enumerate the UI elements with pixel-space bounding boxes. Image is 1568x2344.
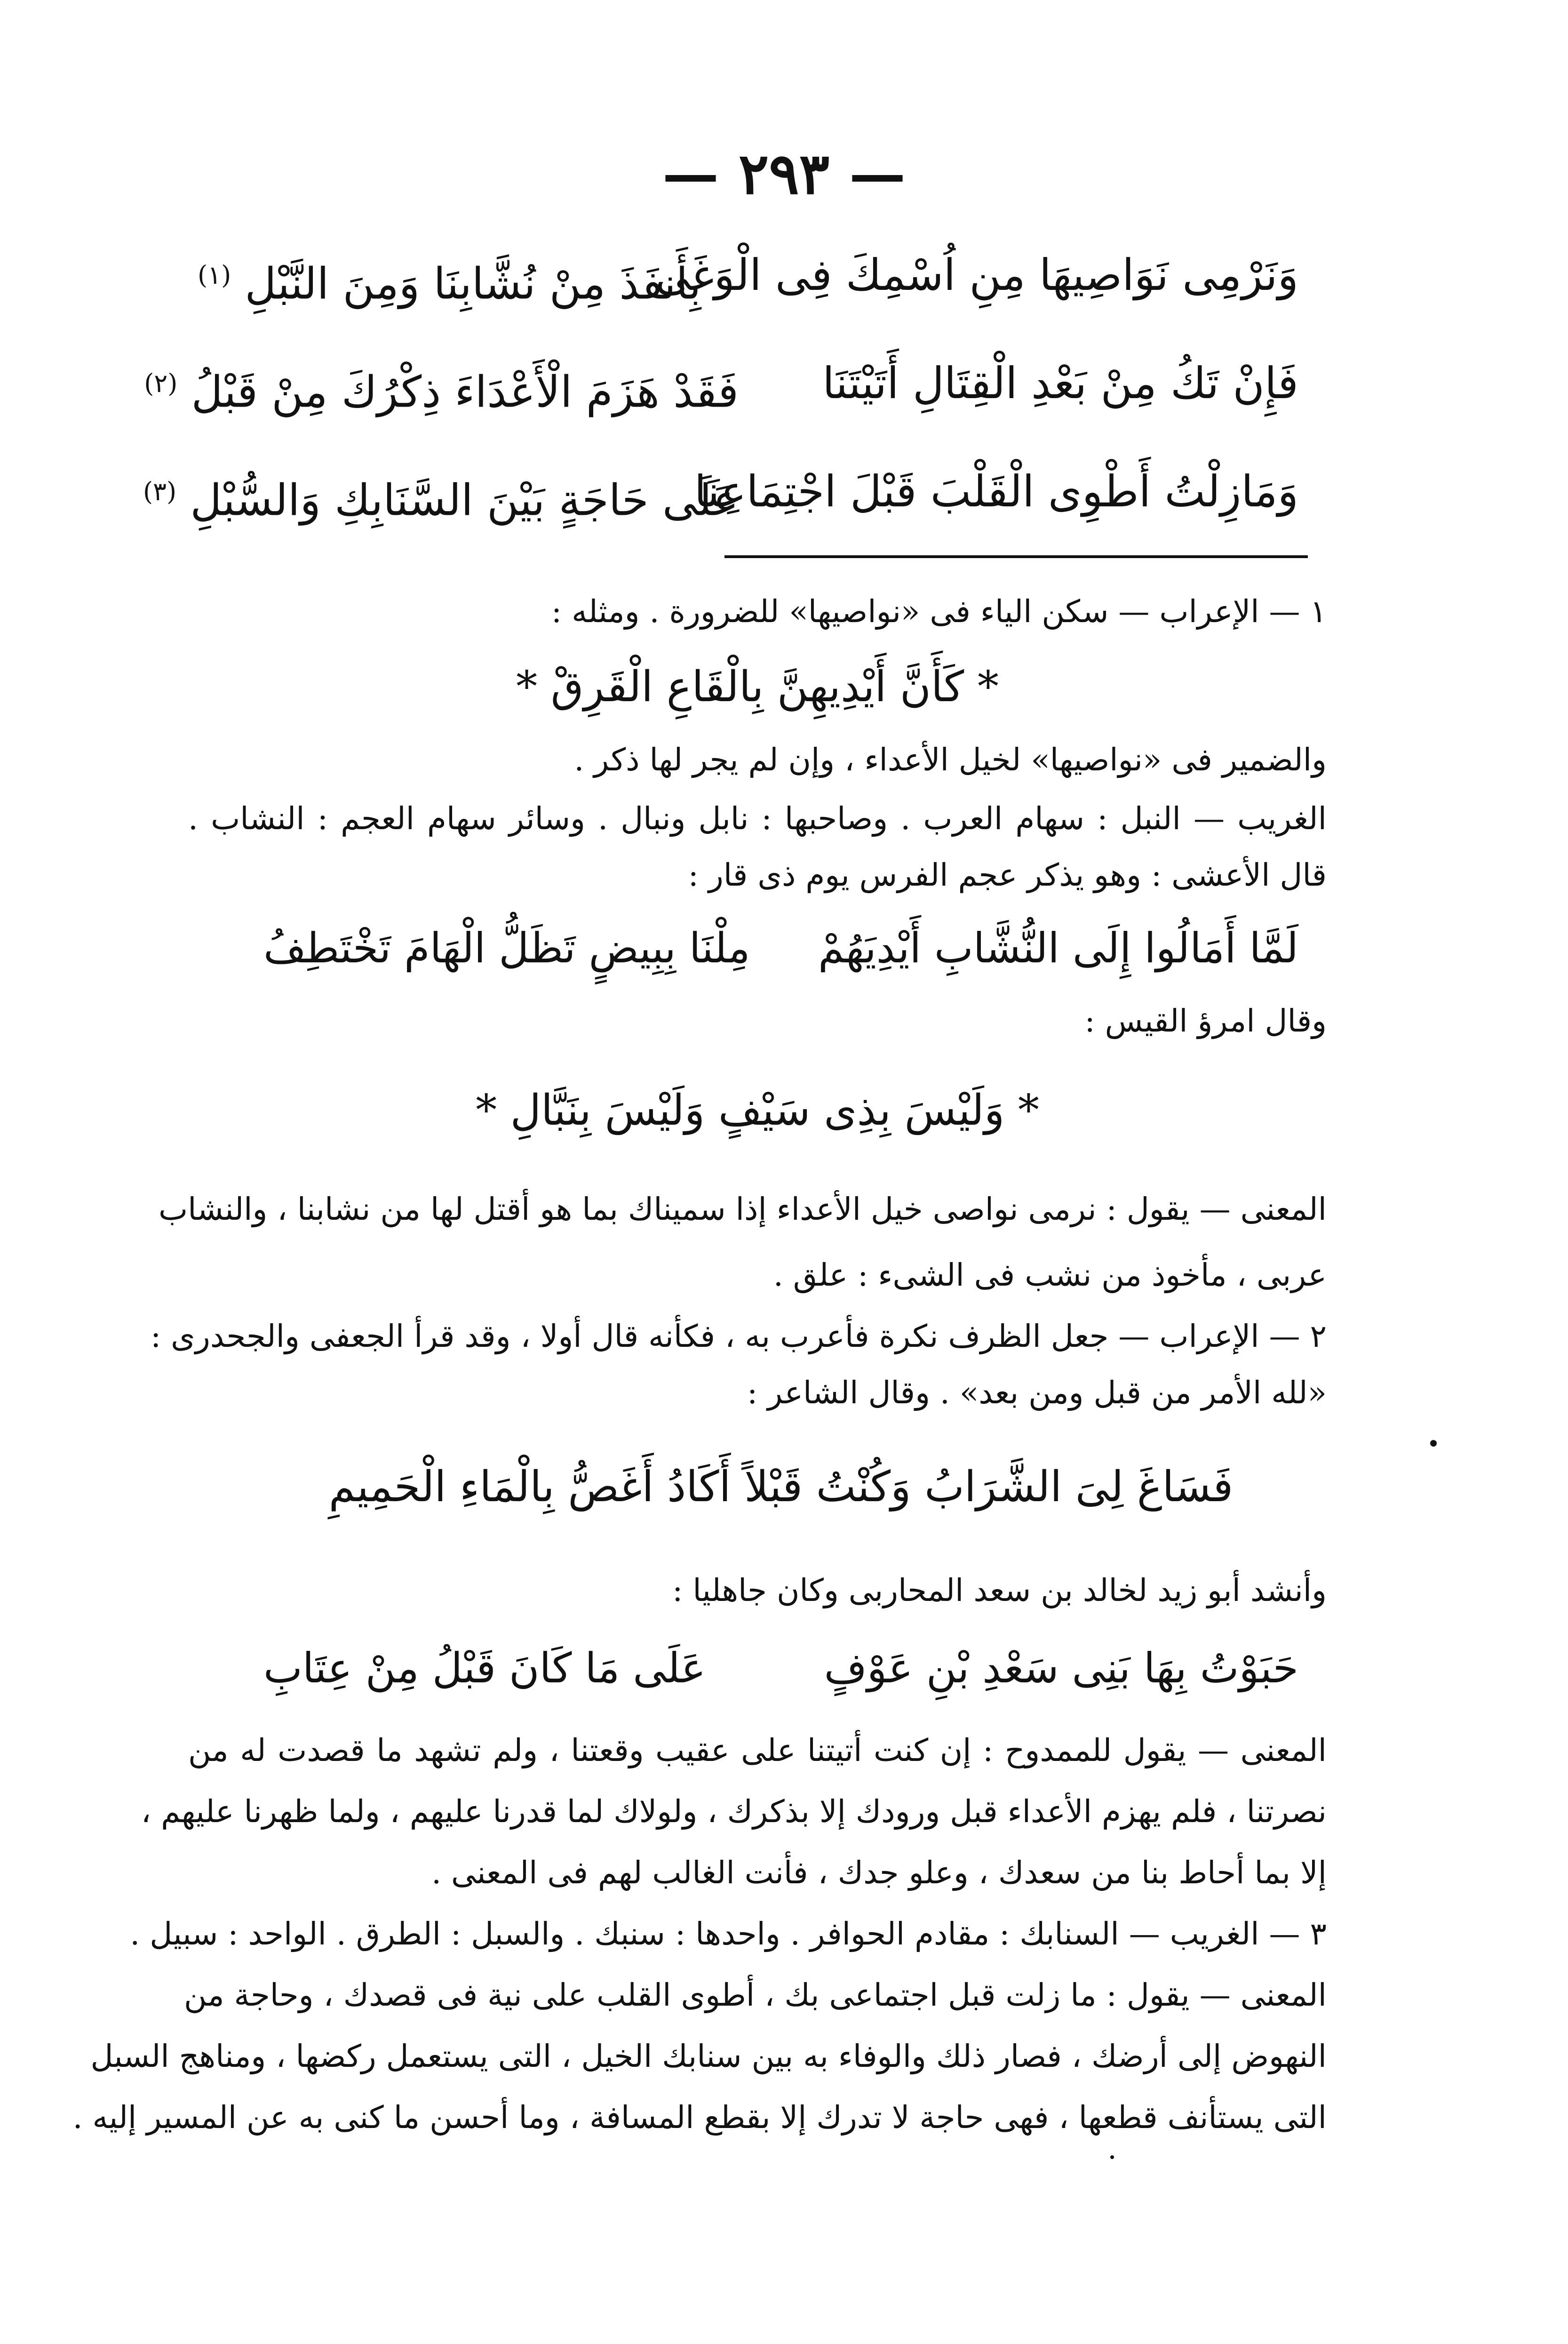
verse-first-hemistich: لَمَّا أَمَالُوا إِلَى النُّشَّابِ أَيْدِيَهُمْ bbox=[818, 924, 1298, 972]
note-1-meaning-cont: عربى ، مأخوذ من نشب فى الشىء : علق . bbox=[773, 1257, 1327, 1293]
note-2-meaning: المعنى — يقول للممدوح : إن كنت أتيتنا على عقيب وقعتنا ، ولم تشهد ما قصدت له من bbox=[188, 1732, 1327, 1768]
verse-first-hemistich: فَإِنْ تَكُ مِنْ بَعْدِ الْقِتَالِ أَتَيْتَنَا bbox=[822, 358, 1298, 408]
note-1-meaning: المعنى — يقول : نرمى نواصى خيل الأعداء إذا سميناك بما هو أقتل لها من نشابنا ، والنشاب bbox=[159, 1191, 1327, 1227]
note-1-quoted-verse: * كَأَنَّ أَيْدِيهِنَّ بِالْقَاعِ الْقَرِقْ * bbox=[516, 662, 999, 712]
verse-first-hemistich: حَبَوْتُ بِهَا بَنِى سَعْدِ بْنِ عَوْفٍ bbox=[824, 1644, 1298, 1692]
footnote-separator bbox=[724, 555, 1308, 558]
ink-speck bbox=[1430, 1440, 1437, 1447]
ink-speck bbox=[1110, 2155, 1114, 2159]
note-1-imru-verse: * وَلَيْسَ بِذِى سَيْفٍ وَلَيْسَ بِنَبَّالِ * bbox=[476, 1086, 1039, 1135]
verse-second-hemistich bbox=[198, 235, 739, 315]
note-1-vocabulary: الغريب — النبل : سهام العرب . وصاحبها : نابل ونبال . وسائر سهام العجم : النشاب . bbox=[188, 800, 1327, 837]
note-1-asha-intro: قال الأعشى : وهو يذكر عجم الفرس يوم ذى قار : bbox=[688, 857, 1327, 893]
note-3-meaning-cont: النهوض إلى أرضك ، فصار ذلك والوفاء به بين سنابك الخيل ، التى يستعمل ركضها ، ومناهج السبل bbox=[90, 2038, 1327, 2074]
verse-second-hemistich bbox=[143, 452, 739, 532]
note-2-abu-zaid-intro: وأنشد أبو زيد لخالد بن سعد المحاربى وكان جاهليا : bbox=[672, 1572, 1327, 1608]
footnote-marker: (١) bbox=[198, 260, 231, 290]
note-2-meaning-cont: نصرتنا ، فلم يهزم الأعداء قبل ورودك إلا بذكرك ، ولولاك لما قدرنا عليهم ، ولما ظهرنا عليهم ، bbox=[141, 1793, 1327, 1830]
note-1-grammar: ١ — الإعراب — سكن الياء فى «نواصيها» للضرورة . ومثله : bbox=[551, 593, 1327, 630]
verse-second-text: بِأَنفَذَ مِنْ نُشَّابِنَا وَمِنَ النَّبْلِ bbox=[245, 258, 701, 309]
note-2-quran-quote: «لله الأمر من قبل ومن بعد» . وقال الشاعر : bbox=[747, 1375, 1327, 1411]
page-number: — ٢٩٣ — bbox=[662, 141, 906, 207]
poem-verse bbox=[143, 452, 1298, 532]
verse-first-hemistich: وَنَرْمِى نَوَاصِيهَا مِنِ اُسْمِكَ فِى الْوَغَى bbox=[655, 250, 1298, 300]
note-1-pronoun: والضمير فى «نواصيها» لخيل الأعداء ، وإن لم يجر لها ذكر . bbox=[574, 742, 1327, 778]
verse-second-hemistich: عَلَى مَا كَانَ قَبْلُ مِنْ عِتَابِ bbox=[263, 1644, 706, 1692]
note-2-meaning-end: إلا بما أحاط بنا من سعدك ، وعلو جدك ، فأنت الغالب لهم فى المعنى . bbox=[431, 1855, 1327, 1891]
verse-second-text: عَلَى حَاجَةٍ بَيْنَ السَّنَابِكِ وَالسُّبْلِ bbox=[190, 475, 739, 526]
verse-second-hemistich: مِلْنَا بِبِيضٍ تَظَلُّ الْهَامَ تَخْتَطِفُ bbox=[263, 924, 750, 972]
footnote-marker: (٣) bbox=[143, 477, 177, 506]
note-3-meaning: المعنى — يقول : ما زلت قبل اجتماعى بك ، أطوى القلب على نية فى قصدك ، وحاجة من bbox=[183, 1977, 1327, 2013]
note-3-vocabulary: ٣ — الغريب — السنابك : مقادم الحوافر . واحدها : سنبك . والسبل : الطرق . الواحد : سبيل . bbox=[130, 1916, 1327, 1952]
poem-verse bbox=[198, 235, 1298, 315]
note-1-asha-verse bbox=[263, 913, 1298, 984]
verse-second-text: فَقَدْ هَزَمَ الْأَعْدَاءَ ذِكْرُكَ مِنْ قَبْلُ bbox=[191, 367, 739, 417]
note-3-meaning-end: التى يستأنف قطعها ، فهى حاجة لا تدرك إلا بقطع المسافة ، وما أحسن ما كنى به عن المسير إليه . bbox=[72, 2099, 1327, 2136]
note-1-imru-intro: وقال امرؤ القيس : bbox=[1084, 1003, 1327, 1039]
verse-second-hemistich bbox=[144, 344, 739, 424]
verse-first-hemistich: وَمَازِلْتُ أَطْوِى الْقَلْبَ قَبْلَ اجْتِمَاعِنَا bbox=[694, 466, 1298, 517]
poem-verse bbox=[144, 344, 1298, 424]
note-2-poet-verse: فَسَاغَ لِىَ الشَّرَابُ وَكُنْتُ قَبْلاً أَكَادُ أَغَصُّ بِالْمَاءِ الْحَمِيمِ bbox=[328, 1462, 1234, 1512]
note-2-abu-zaid-verse bbox=[263, 1633, 1298, 1704]
note-2-grammar: ٢ — الإعراب — جعل الظرف نكرة فأعرب به ، فكأنه قال أولا ، وقد قرأ الجعفى والجحدرى : bbox=[150, 1318, 1327, 1354]
footnote-marker: (٢) bbox=[144, 368, 178, 398]
